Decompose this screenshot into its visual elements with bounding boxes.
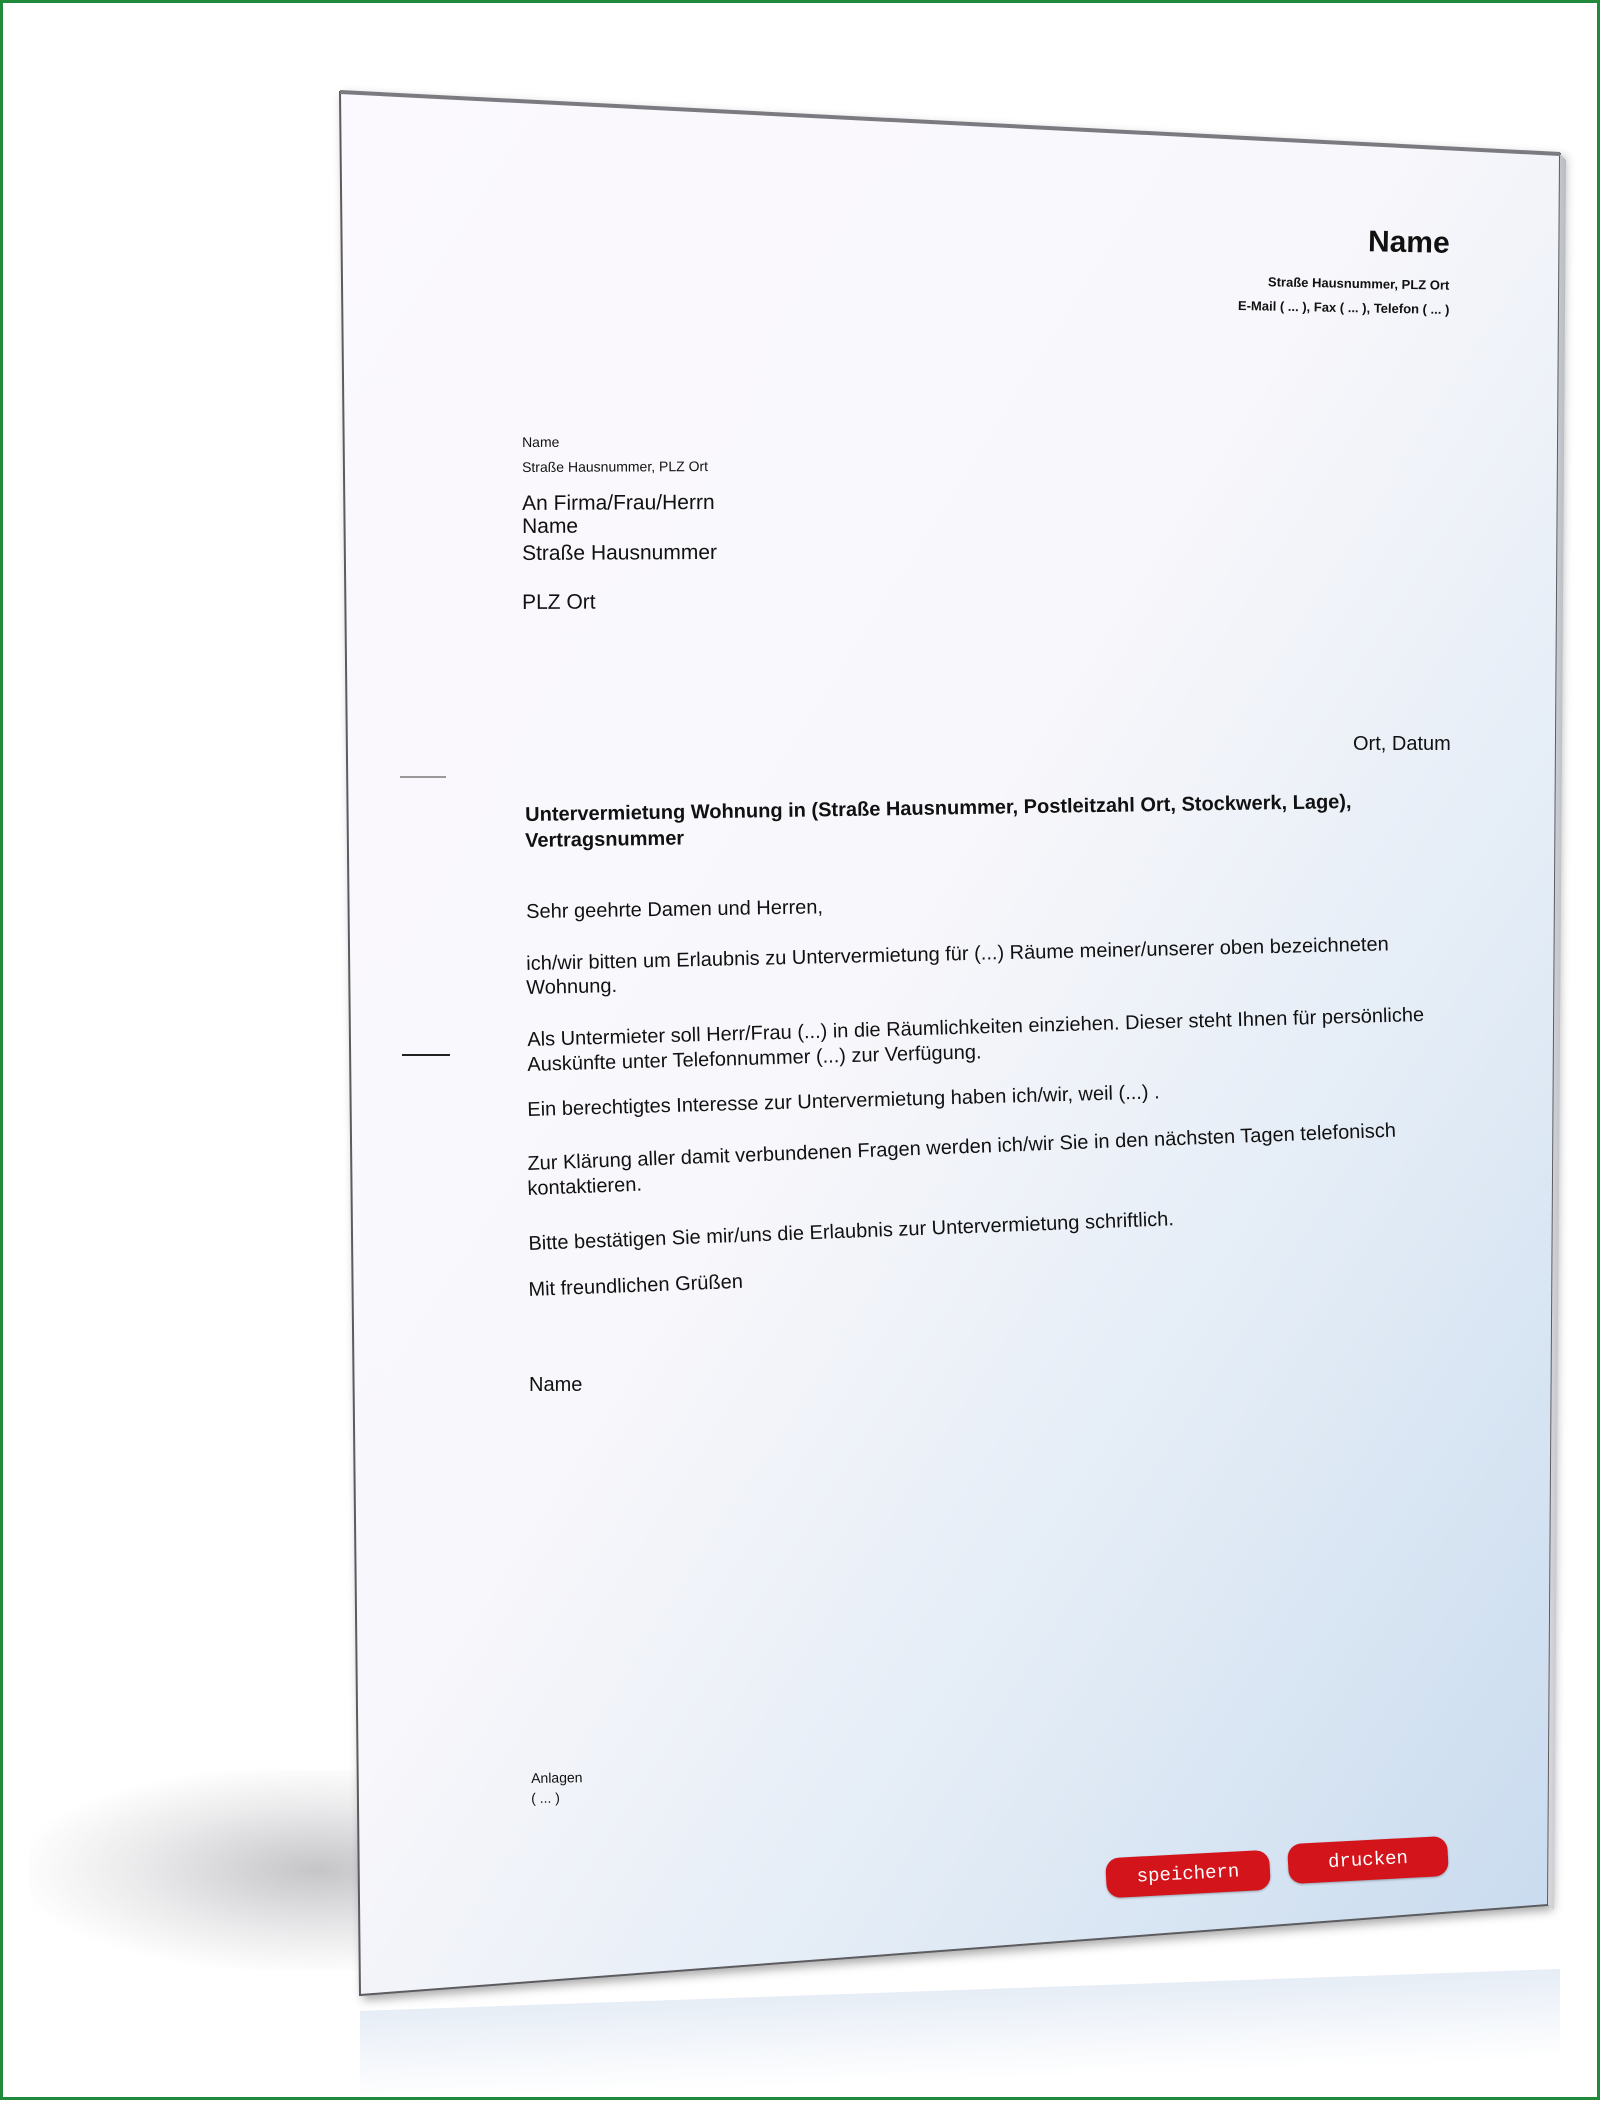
paragraph-3: Ein berechtigtes Interesse zur Untervermietung haben ich/wir, weil (...) .	[527, 1081, 1160, 1121]
paragraph-5: Bitte bestätigen Sie mir/uns die Erlaubnis zur Untervermietung schriftlich.	[528, 1208, 1175, 1255]
recipient-line-1: An Firma/Frau/Herrn	[522, 490, 715, 515]
subject-line-2: Vertragsnummer	[525, 827, 685, 852]
salutation: Sehr geehrte Damen und Herren,	[526, 896, 824, 923]
paragraph-1-line-2: Wohnung.	[526, 974, 618, 999]
save-button[interactable]: speichern	[1105, 1850, 1271, 1899]
paragraph-4-line-2: kontaktieren.	[527, 1173, 643, 1200]
print-button[interactable]: drucken	[1287, 1836, 1449, 1884]
letterhead-contact: E-Mail ( ... ), Fax ( ... ), Telefon ( ... )	[1237, 297, 1450, 318]
place-date: Ort, Datum	[1353, 733, 1451, 755]
subject-line-1: Untervermietung Wohnung in (Straße Hausnummer, Postleitzahl Ort, Stockwerk, Lage),	[525, 791, 1352, 826]
recipient-line-3: Straße Hausnummer	[522, 540, 718, 565]
return-address: Straße Hausnummer, PLZ Ort	[522, 458, 709, 475]
closing: Mit freundlichen Grüßen	[528, 1270, 744, 1301]
fold-mark-middle	[402, 1054, 450, 1056]
recipient-city: PLZ Ort	[522, 590, 596, 614]
letterhead-address: Straße Hausnummer, PLZ Ort	[1267, 274, 1450, 293]
paragraph-2-line-2: Auskünfte unter Telefonnummer (...) zur Verfügung.	[527, 1041, 982, 1076]
recipient-line-2: Name	[522, 514, 579, 538]
paragraph-4-line-1: Zur Klärung aller damit verbundenen Fragen werden ich/wir Sie in den nächsten Tagen telefonisch	[527, 1119, 1397, 1175]
signature-name: Name	[529, 1374, 583, 1396]
paragraph-1-line-1: ich/wir bitten um Erlaubnis zu Untervermietung für (...) Räume meiner/unserer oben bezeichneten	[526, 933, 1389, 975]
return-name: Name	[522, 433, 560, 450]
paragraph-2-line-1: Als Untermieter soll Herr/Frau (...) in die Räumlichkeiten einziehen. Dieser steht Ihnen für persönliche	[527, 1003, 1425, 1051]
letterhead-name: Name	[1367, 225, 1451, 260]
enclosures-label: Anlagen	[531, 1769, 583, 1786]
enclosures-value: ( ... )	[531, 1789, 561, 1806]
fold-mark-top	[400, 776, 446, 778]
